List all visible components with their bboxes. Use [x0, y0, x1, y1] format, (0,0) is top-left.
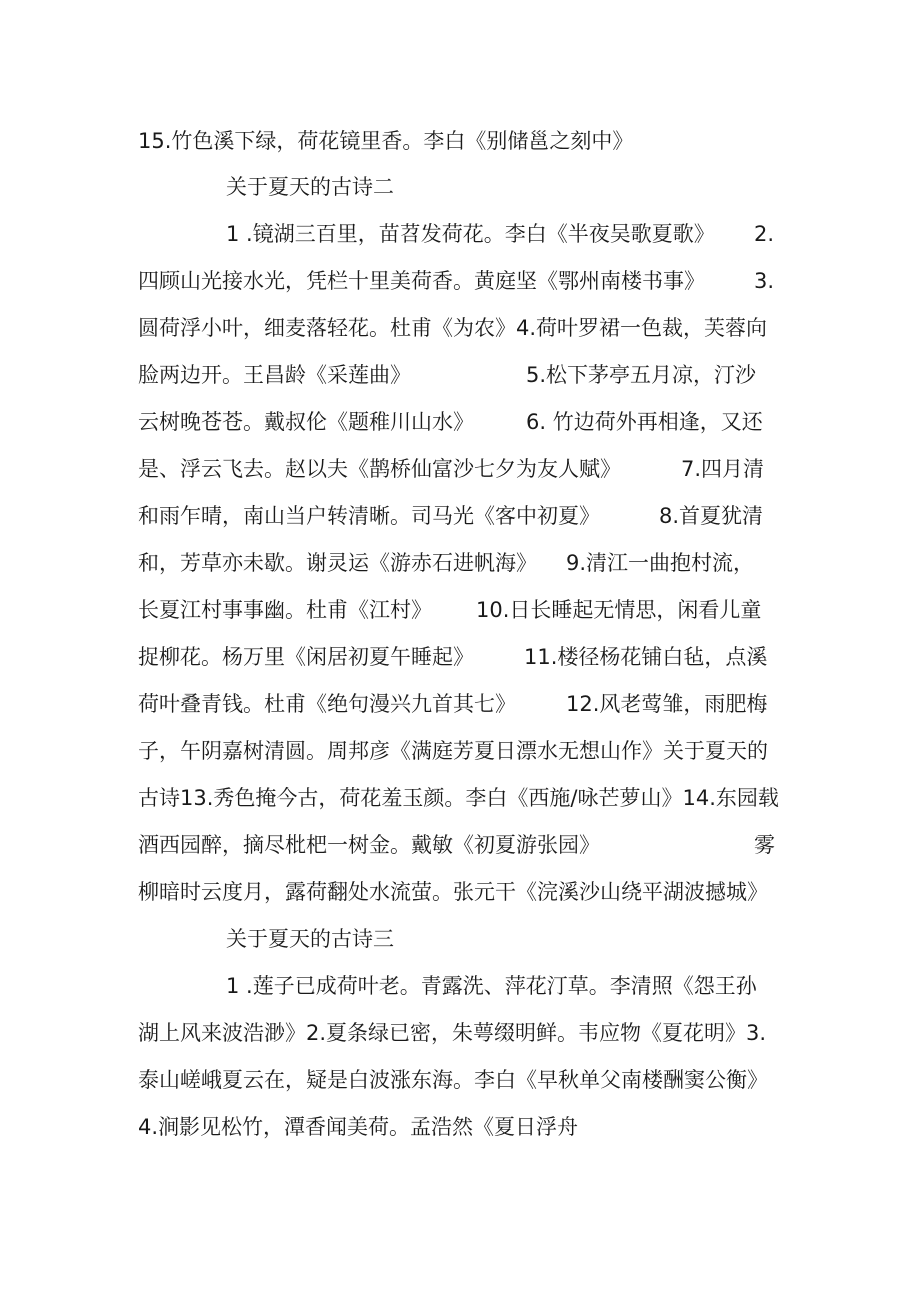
item-number: 3.: [754, 269, 775, 293]
text-segment: 捉柳花。杨万里《闲居初夏午睡起》: [138, 645, 474, 669]
text-segment: 子，午阴嘉树清圆。周邦彦《满庭芳夏日漂水无想山作》关于夏天的: [138, 739, 768, 763]
section-heading-text: 关于夏天的古诗二: [226, 175, 394, 199]
text-segment: 7.四月清: [681, 457, 765, 481]
text-segment: 泰山嵯峨夏云在，疑是白波涨东海。李白《早秋单父南楼酬窦公衡》: [138, 1068, 768, 1092]
item-number: 2.: [754, 222, 775, 246]
section-heading-text: 关于夏天的古诗三: [226, 927, 394, 951]
text-segment: 荷叶叠青钱。杜甫《绝句漫兴九首其七》: [138, 692, 516, 716]
text-segment: 古诗13.秀色掩今古，荷花羞玉颜。李白《西施/咏芒萝山》14.东园载: [138, 786, 779, 810]
text-segment: 脸两边开。王昌龄《采莲曲》: [138, 363, 411, 387]
text-segment: 圆荷浮小叶，细麦落轻花。杜甫《为农》4.荷叶罗裙一色裁，芙蓉向: [138, 316, 768, 340]
text-segment: 9.清江一曲抱村流，: [566, 551, 755, 575]
text-segment: 和雨乍晴，南山当户转清晰。司马光《客中初夏》: [138, 504, 600, 528]
text-segment: 6. 竹边荷外再相逢，又还: [526, 410, 763, 434]
text-segment: 12.风老莺雏，雨肥梅: [566, 692, 768, 716]
text-segment: 8.首夏犹清: [659, 504, 764, 528]
text-segment: 雾: [754, 833, 775, 857]
text-segment: 云树晚苍苍。戴叔伦《题稚川山水》: [138, 410, 474, 434]
text-segment: 四顾山光接水光，凭栏十里美荷香。黄庭坚《鄂州南楼书事》: [138, 269, 705, 293]
text-segment: 1 .莲子已成荷叶老。青露洗、萍花汀草。李清照《怨王孙: [226, 974, 757, 998]
text-segment: 11.楼径杨花铺白毡，点溪: [524, 645, 768, 669]
text-segment: 长夏江村事事幽。杜甫《江村》: [138, 598, 432, 622]
text-segment: 是、浮云飞去。赵以夫《鹊桥仙富沙七夕为友人赋》: [138, 457, 621, 481]
text-segment: 10.日长睡起无情思，闲看儿童: [476, 598, 762, 622]
text-segment: 15.竹色溪下绿，荷花镜里香。李白《别储邕之刻中》: [138, 129, 634, 153]
text-segment: 和，芳草亦未歇。谢灵运《游赤石进帆海》: [138, 551, 537, 575]
text-segment: 柳暗时云度月，露荷翻处水流萤。张元干《浣溪沙山绕平湖波撼城》: [138, 880, 768, 904]
text-segment: 4.涧影见松竹，潭香闻美荷。孟浩然《夏日浮舟: [138, 1115, 579, 1139]
text-segment: 酒西园醉，摘尽枇杷一树金。戴敏《初夏游张园》: [138, 833, 600, 857]
text-segment: 5.松下茅亭五月凉，汀沙: [526, 363, 757, 387]
text-segment: 1 .镜湖三百里，苗苕发荷花。李白《半夜吴歌夏歌》: [226, 222, 715, 246]
text-segment: 湖上风来波浩渺》2.夏条绿已密，朱萼缀明鲜。韦应物《夏花明》3.: [138, 1021, 767, 1045]
